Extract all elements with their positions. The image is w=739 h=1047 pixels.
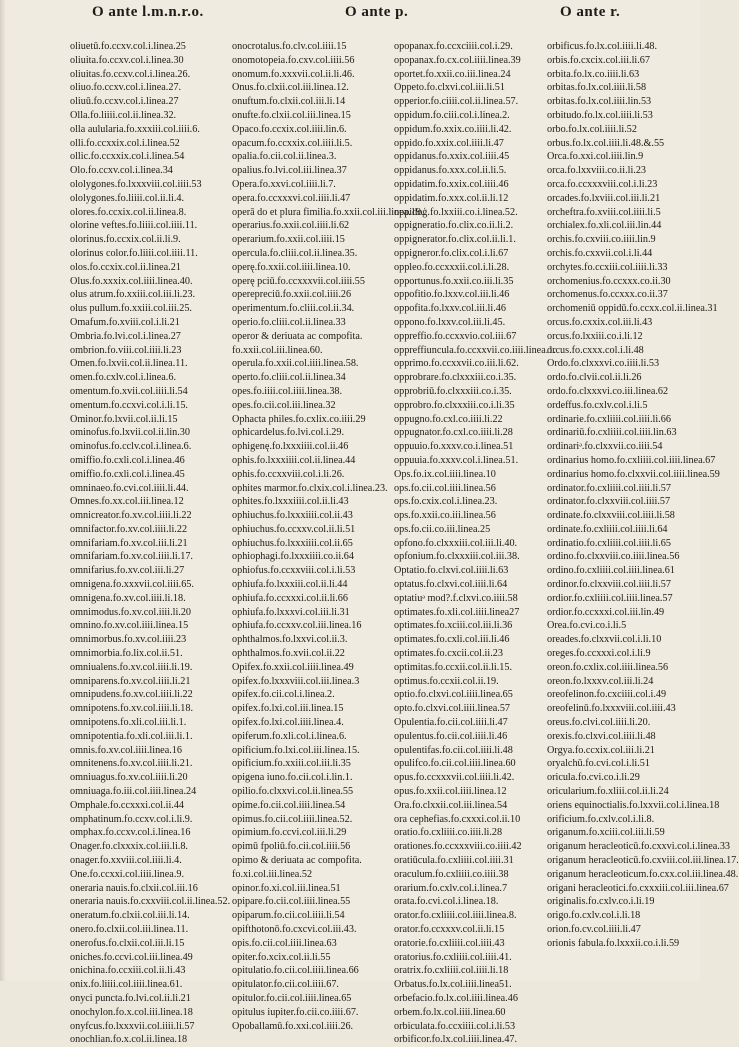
index-entry: opifthotonō.fo.cxcvi.col.iii.43. — [232, 924, 357, 935]
index-entry: ordinarius homo.fo.clxxvii.col.iiii.linea.59 — [547, 468, 720, 480]
index-entry: Orea.fo.cvi.co.i.li.5 — [547, 620, 627, 632]
index-entry: orchomenius.fo.ccxxx.co.ii.30 — [547, 275, 671, 287]
index-entry: Olo.fo.ccxv.col.i.linea.34 — [70, 165, 173, 177]
index-entry: Ophacta philes.fo.cxlix.co.iiii.29 — [232, 413, 366, 425]
index-entry: orificium.fo.cxlv.col.i.li.8. — [547, 813, 655, 825]
index-entry: onomotopeia.fo.cxv.col.iiii.56 — [232, 54, 355, 66]
index-entry: opalia.fo.cii.col.ii.linea.3. — [232, 151, 337, 163]
index-entry: ophis.fo.ccxxviii.col.i.li.26. — [232, 468, 345, 480]
index-entry: omnigena.fo.xxxvii.col.iiii.65. — [70, 579, 194, 591]
index-entry: opulifco.fo.cii.col.iiii.linea.60 — [394, 758, 516, 770]
index-entry: orbitas.fo.lx.col.iiii.li.58 — [547, 82, 647, 94]
index-entry: ophiufa.fo.ccxxxi.col.ii.li.66 — [232, 592, 348, 604]
index-entry: ophiufa.fo.lxxxiii.col.ii.li.44 — [232, 579, 348, 591]
index-entry: omnimorbia.fo.lix.col.ii.51. — [70, 648, 183, 660]
index-entry: opis.fo.cii.col.iiii.linea.63 — [232, 937, 337, 949]
index-entry: opificium.fo.xxiii.col.iii.li.35 — [232, 758, 351, 770]
index-entry: oppono.fo.lxxv.col.iii.li.45. — [394, 316, 506, 328]
index-entry: onomum.fo.xxxvii.col.ii.li.46. — [232, 68, 355, 80]
index-entry: oppuuia.fo.xxxv.col.i.linea.51. — [394, 454, 519, 466]
index-column-4 — [547, 40, 739, 951]
index-entry: oppleo.fo.ccxxxii.col.i.li.28. — [394, 261, 510, 273]
index-entry: onerofus.fo.clxii.col.iii.li.15 — [70, 937, 185, 949]
index-entry: ophis.fo.lxxxiiii.col.ii.linea.44 — [232, 454, 356, 466]
index-entry: opitulor.fo.cii.col.iiii.linea.65 — [232, 992, 352, 1004]
index-entry: oreon.fo.cxlix.col.iiii.linea.56 — [547, 661, 669, 673]
index-entry: oppidanus.fo.xxx.col.ii.li.5. — [394, 165, 507, 177]
index-entry: oliuū.fo.ccxv.col.i.linea.27 — [70, 96, 179, 108]
index-entry: orchomeniū oppidū.fo.ccxx.col.ii.linea.31 — [547, 303, 718, 315]
index-entry: oppigneratio.fo.clix.co.ii.li.2. — [394, 220, 514, 232]
index-entry: Onus.fo.clxii.col.iii.linea.12. — [232, 82, 349, 94]
index-entry: opes.fo.cii.col.iii.linea.32 — [232, 399, 336, 411]
index-entry: ololygones.fo.lxxxviii.col.iiii.53 — [70, 178, 202, 190]
index-entry: optimates.fo.xli.col.iiii.linea27 — [394, 606, 520, 618]
index-entry: opalius.fo.lvi.col.iii.linea.37 — [232, 165, 347, 177]
index-entry: omiffio.fo.cxli.col.i.linea.45 — [70, 468, 185, 480]
index-entry: orbem.fo.lx.col.iiii.linea.60 — [394, 1006, 506, 1018]
index-entry: oreades.fo.clxxvii.col.i.li.10 — [547, 634, 662, 646]
index-entry: orchialex.fo.xli.col.iii.lin.44 — [547, 220, 662, 232]
index-entry: orbificus.fo.lx.col.iiii.li.48. — [547, 41, 658, 52]
index-entry: omnipotentia.fo.xli.col.iii.li.1. — [70, 730, 193, 742]
index-entry: optatiuᵊ mod?.f.clxvi.co.iiii.58 — [394, 592, 518, 604]
index-entry: Ora.fo.clxxii.col.iii.linea.54 — [394, 799, 508, 811]
index-entry: ophiufa.fo.ccxxv.col.iii.linea.16 — [232, 620, 362, 632]
index-entry: omentum.fo.ccxvi.col.i.li.15. — [70, 399, 188, 411]
index-entry: opes.fo.iiii.col.iiii.linea.38. — [232, 385, 343, 397]
index-entry: omnigena.fo.xv.col.iiii.li.18. — [70, 592, 186, 604]
index-entry: omnifarius.fo.xv.col.iii.li.27 — [70, 565, 185, 577]
index-entry: orbo.fo.lx.col.iiii.li.52 — [547, 123, 637, 135]
index-entry: ololygones.fo.liiii.col.ii.li.4. — [70, 192, 185, 204]
index-entry: omnifactor.fo.xv.col.iiii.li.22 — [70, 523, 188, 535]
index-entry: oreon.fo.lxxxv.col.iii.li.24 — [547, 675, 654, 687]
index-entry: Opoballamū.fo.xxi.col.iiii.26. — [232, 1020, 354, 1032]
index-entry: oratiūcula.fo.cxliiii.col.iiii.31 — [394, 855, 514, 867]
index-entry: omniparens.fo.xv.col.iiii.li.21 — [70, 675, 191, 687]
index-entry: olorinus color.fo.liiii.col.iiii.11. — [70, 247, 198, 259]
index-entry: oricularium.fo.xliii.col.ii.li.24 — [547, 786, 669, 798]
index-entry: ophites marmor.fo.clxix.col.i.linea.23. — [232, 482, 388, 494]
index-entry: ombrion.fo.viii.col.iiii.li.23 — [70, 344, 182, 356]
index-entry: olli.fo.ccxxix.col.i.linea.52 — [70, 137, 180, 149]
index-entry: oppofitio.fo.lxxv.col.iii.li.46 — [394, 289, 510, 301]
index-entry: opimus.fo.cii.col.iiii.linea.52. — [232, 813, 353, 825]
index-entry: ollic.fo.ccxxix.col.i.linea.54 — [70, 151, 185, 163]
index-entry: optimates.fo.cxcii.col.ii.23 — [394, 648, 503, 660]
index-entry: oppigneror.fo.clix.col.i.li.67 — [394, 247, 509, 259]
index-entry: orca.fo.lxxviii.co.ii.li.23 — [547, 165, 647, 177]
index-entry: opopanax.fo.ccxciiii.col.i.29. — [394, 41, 513, 52]
index-entry: opacum.fo.ccxxix.col.iiii.li.5. — [232, 137, 353, 149]
index-entry: orchis.fo.cxviii.co.iiii.lin.9 — [547, 234, 656, 246]
index-entry: Ops.fo.ix.col.iiii.linea.10 — [394, 468, 496, 480]
index-entry: Ombria.fo.lvi.col.i.linea.27 — [70, 330, 181, 342]
index-entry: ora cephefias.fo.cxxxi.col.ii.10 — [394, 813, 521, 825]
index-entry: olorinus.fo.ccxix.col.ii.li.9. — [70, 234, 181, 246]
index-entry: omniualens.fo.xv.col.iiii.li.19. — [70, 661, 193, 673]
index-entry: olores.fo.ccxix.col.ii.linea.8. — [70, 206, 187, 218]
index-entry: fo.xi.col.iii.linea.52 — [232, 868, 313, 880]
index-entry: orbis.fo.cxcix.col.iii.li.67 — [547, 54, 650, 66]
index-entry: orbus.fo.lx.col.iiii.li.48.&.55 — [547, 137, 665, 149]
index-entry: onager.fo.xxviii.col.iiii.li.4. — [70, 855, 182, 867]
index-entry: onix.fo.liiii.col.iiii.linea.61. — [70, 979, 183, 991]
index-entry: omnipotens.fo.xli.col.iii.li.1. — [70, 717, 187, 729]
index-entry: onyci puncta.fo.lvi.col.ii.li.21 — [70, 992, 191, 1004]
index-entry: operepreciū.fo.xxii.col.iiii.26 — [232, 289, 352, 301]
index-entry: ordinarie.fo.cxliiii.col.iiii.li.66 — [547, 413, 671, 425]
index-entry: opinor.fo.xi.col.iii.linea.51 — [232, 882, 341, 894]
index-entry: Ominor.fo.lxvii.col.ii.li.15 — [70, 413, 178, 425]
index-entry: operio.fo.cliii.col.ii.linea.33 — [232, 316, 346, 328]
index-entry: Orgya.fo.ccxix.col.iii.li.21 — [547, 744, 655, 756]
index-entry: Ordo.fo.clxxxvi.co.iiii.li.53 — [547, 358, 660, 370]
index-entry: oppreffio.fo.ccxxvio.col.iii.67 — [394, 330, 517, 342]
index-entry: omphatinum.fo.ccxv.col.i.li.9. — [70, 813, 193, 825]
index-entry: ordo.fo.clvii.col.ii.li.26 — [547, 372, 642, 384]
index-entry: ophigenę.fo.lxxxiiii.col.ii.46 — [232, 441, 349, 453]
index-entry: Opera.fo.xxvi.col.iiii.li.7. — [232, 178, 336, 190]
index-entry: omentum.fo.xvii.col.iiii.li.54 — [70, 385, 188, 397]
index-entry: olorine veftes.fo.liiii.col.iiii.11. — [70, 220, 198, 232]
index-entry: onochylon.fo.x.col.iii.linea.18 — [70, 1006, 193, 1018]
index-entry: Olus.fo.xxxix.col.iiii.linea.40. — [70, 275, 193, 287]
index-entry: ordo.fo.clxxxvi.co.iii.linea.62 — [547, 385, 669, 397]
index-entry: onochlian.fo.x.col.ii.linea.18 — [70, 1034, 188, 1046]
index-entry: opifex.fo.lxi.col.iiii.linea.4. — [232, 717, 344, 729]
index-entry: Opifex.fo.xxii.col.iiii.linea.49 — [232, 661, 354, 673]
index-entry: opifex.fo.lxxxviii.col.iii.linea.3 — [232, 675, 360, 687]
index-entry: oneraria nauis.fo.cxxviii.col.ii.linea.52. — [70, 896, 231, 908]
index-entry: opimū fpoliū.fo.cii.col.iiii.56 — [232, 841, 351, 853]
index-entry: operę.fo.xxii.col.iiii.linea.10. — [232, 261, 351, 273]
index-entry: optatus.fo.clxvi.col.iiii.li.64 — [394, 579, 508, 591]
index-entry: opulentus.fo.cii.col.iiii.li.46 — [394, 730, 508, 742]
index-column-1 — [70, 40, 230, 1047]
index-entry: olla aulularia.fo.xxxiii.col.iiii.6. — [70, 123, 200, 135]
index-entry: ordior.fo.cxliiii.col.iiii.linea.57 — [547, 592, 673, 604]
index-entry: opiparum.fo.cii.col.iiii.li.54 — [232, 910, 345, 922]
index-entry: oraculum.fo.cxliiii.co.iiii.38 — [394, 868, 509, 880]
index-entry: Oppeto.fo.clxvi.col.iii.li.51 — [394, 82, 505, 94]
index-entry: ominofus.fo.lxvii.col.ii.lin.30 — [70, 427, 190, 439]
index-entry: operimentum.fo.cliii.col.ii.34. — [232, 303, 355, 315]
index-entry: orexis.fo.clxvi.col.iiii.li.48 — [547, 730, 656, 742]
index-entry: orchytes.fo.ccxiii.col.iiii.li.33 — [547, 261, 668, 273]
index-entry: ordinator.fo.cxliiii.col.iiii.li.57 — [547, 482, 671, 494]
index-entry: opprobrare.fo.clxxxiii.co.i.35. — [394, 372, 517, 384]
index-entry: omnimodus.fo.xv.col.iiii.li.20 — [70, 606, 192, 618]
index-entry: ordino.fo.clxxviii.co.iiii.linea.56 — [547, 551, 680, 563]
index-entry: opitulator.fo.cii.col.iiii.67. — [232, 979, 339, 991]
index-entry: Omafum.fo.xviii.col.i.li.21 — [70, 316, 180, 328]
index-entry: opiter.fo.xcix.col.ii.li.55 — [232, 951, 331, 963]
index-entry: origanum.fo.xciii.col.iii.li.59 — [547, 827, 665, 839]
index-entry: ophicardelus.fo.lvi.col.i.29. — [232, 427, 345, 439]
index-entry: opus.fo.ccxxxvii.col.iiii.li.42. — [394, 772, 515, 784]
index-entry: ophiuchus.fo.lxxxiiii.col.ii.65 — [232, 537, 353, 549]
index-entry: optimates.fo.cxli.col.iii.li.46 — [394, 634, 510, 646]
index-entry: ophiofus.fo.ccxxviii.col.i.li.53 — [232, 565, 356, 577]
index-entry: oricula.fo.cvi.co.i.li.29 — [547, 772, 640, 784]
index-entry: oppidanus.fo.xxix.col.iiii.45 — [394, 151, 510, 163]
index-entry: omnimorbus.fo.xv.col.iiii.23 — [70, 634, 187, 646]
index-entry: olus pullum.fo.xxiii.col.iii.25. — [70, 303, 192, 315]
index-entry: oppreffiuncula.fo.ccxxvii.co.iiii.linea.1. — [394, 344, 556, 356]
index-entry: ops.fo.cxix.col.i.linea.23. — [394, 496, 498, 508]
index-entry: Olla.fo.liiii.col.ii.linea.32. — [70, 109, 177, 121]
index-entry: opulentifas.fo.cii.col.iiii.li.48 — [394, 744, 513, 756]
index-entry: oratio.fo.cxliiii.co.iiii.li.28 — [394, 827, 503, 839]
index-entry: opus.fo.xxii.col.iiii.linea.12 — [394, 786, 507, 798]
index-entry: operā do et plura fimilia.fo.xxii.col.iii.linea.19. — [232, 206, 424, 218]
index-entry: opfono.fo.clxxxiii.col.iii.li.40. — [394, 537, 518, 549]
index-entry: oppignerator.fo.clix.col.ii.li.1. — [394, 234, 516, 246]
index-entry: orchis.fo.cxxvii.col.i.li.44 — [547, 247, 653, 259]
index-entry: optimates.fo.xciii.col.iii.li.36 — [394, 620, 513, 632]
index-entry: onuftum.fo.clxii.col.iii.li.14 — [232, 96, 346, 108]
index-entry: oratorius.fo.cxliiii.col.iiii.41. — [394, 951, 512, 963]
index-entry: oppidum.fo.xxix.co.iiii.li.42. — [394, 123, 512, 135]
index-entry: orarium.fo.cxlv.col.i.linea.7 — [394, 882, 508, 894]
index-entry: oppido.fo.xxix.col.iiii.li.47 — [394, 137, 504, 149]
index-entry: oneratum.fo.clxii.col.iii.li.14. — [70, 910, 190, 922]
index-entry: origo.fo.cxlv.col.i.li.18 — [547, 910, 641, 922]
index-entry: Opulentia.fo.cii.col.iiii.li.47 — [394, 717, 508, 729]
index-entry: orator.fo.ccxxxv.col.ii.li.15 — [394, 924, 505, 935]
index-entry: orcus.fo.cxxx.col.i.li.48 — [547, 344, 644, 356]
index-entry: ordinarius homo.fo.cxliiii.col.iiii.linea.67 — [547, 454, 716, 466]
index-entry: optimus.fo.ccxii.col.ii.19. — [394, 675, 499, 687]
index-entry: opilio.fo.clxxvi.col.ii.linea.55 — [232, 786, 354, 798]
index-entry: opifex.fo.lxi.col.iii.linea.15 — [232, 703, 344, 715]
index-entry: ominofus.fo.cclv.col.i.linea.6. — [70, 441, 192, 453]
index-entry: oreus.fo.clvi.col.iiii.li.20. — [547, 717, 651, 729]
index-entry: ophiuchus.fo.ccxxv.col.ii.li.51 — [232, 523, 356, 535]
index-entry: opime.fo.cii.col.iiii.linea.54 — [232, 799, 346, 811]
index-entry: orationes.fo.ccxxxviii.co.iiii.42 — [394, 841, 522, 853]
index-entry: oneraria nauis.fo.clxii.col.iii.16 — [70, 882, 198, 894]
index-entry: orcheftra.fo.xviii.col.iiii.li.5 — [547, 206, 661, 218]
index-entry: oriens equinoctialis.fo.lxxvii.col.i.linea.18 — [547, 799, 720, 811]
index-entry: oppidatim.fo.xxx.col.ii.li.12 — [394, 192, 509, 204]
index-column-3 — [394, 40, 556, 1047]
index-entry: origanum heracleoticū.fo.cxxvi.col.i.linea.33 — [547, 841, 731, 853]
index-entry: operę pciū.fo.ccxxxvii.col.iiii.55 — [232, 275, 365, 287]
index-entry: operor & deriuata ac compofita. — [232, 330, 363, 342]
index-entry: ordeffus.fo.cxlv.col.i.li.5 — [547, 399, 648, 411]
index-entry: Onager.fo.clxxxix.col.iii.li.8. — [70, 841, 188, 853]
index-entry: omniuaga.fo.iii.col.iiii.linea.24 — [70, 786, 197, 798]
index-entry: ordinate.fo.cxliiii.col.iiii.li.64 — [547, 523, 668, 535]
index-entry: originalis.fo.cxlv.co.i.li.19 — [547, 896, 655, 908]
index-entry: oliuo.fo.ccxv.col.i.linea.27. — [70, 82, 182, 94]
index-entry: omnitenens.fo.xv.col.iiii.li.21. — [70, 758, 193, 770]
index-entry: onocrotalus.fo.clv.col.iiii.15 — [232, 41, 347, 52]
index-entry: omnifariam.fo.xv.col.iiii.li.17. — [70, 551, 193, 563]
index-entry: opitulus iupiter.fo.cii.co.iiii.67. — [232, 1006, 359, 1018]
index-entry: opprobriū.fo.clxxxiii.co.i.35. — [394, 385, 512, 397]
running-head-right: O ante r. — [560, 4, 621, 20]
index-entry: ordinariū.fo.cxliiii.col.iiii.lin.63 — [547, 427, 677, 439]
index-entry: omnipudens.fo.xv.col.iiii.li.22 — [70, 689, 193, 701]
index-entry: orbitas.fo.lx.col.iiii.lin.53 — [547, 96, 652, 108]
index-entry: opfonium.fo.clxxxiii.col.iii.38. — [394, 551, 520, 563]
index-entry: oreofelinū.fo.lxxxviii.col.iiii.43 — [547, 703, 676, 715]
index-entry: omphax.fo.ccxv.col.i.linea.16 — [70, 827, 191, 839]
index-entry: ordior.fo.ccxxxi.col.iii.lin.49 — [547, 606, 665, 618]
index-entry: opimium.fo.ccvi.col.iii.li.29 — [232, 827, 347, 839]
index-entry: orator.fo.cxliiii.col.iiii.linea.8. — [394, 910, 517, 922]
index-entry: omiffio.fo.cxli.col.i.linea.46 — [70, 454, 185, 466]
index-entry: omnicreator.fo.xv.col.iiii.li.22 — [70, 510, 192, 522]
index-entry: ops.fo.cii.col.iiii.linea.56 — [394, 482, 496, 494]
index-entry: orcus.fo.lxxiii.co.i.li.12 — [547, 330, 643, 342]
index-entry: opprimo.fo.ccxxvii.co.iii.li.62. — [394, 358, 519, 370]
index-entry: optimitas.fo.ccxii.col.ii.li.15. — [394, 661, 512, 673]
index-entry: orion.fo.cv.col.iiii.li.47 — [547, 924, 641, 935]
index-entry: operarius.fo.xxii.col.iiii.li.62 — [232, 220, 350, 232]
index-entry: onufte.fo.clxii.col.iii.linea.15 — [232, 109, 351, 121]
index-entry: omnis.fo.xv.col.iiii.linea.16 — [70, 744, 182, 756]
index-entry: ops.fo.xxii.co.iii.linea.56 — [394, 510, 496, 522]
index-entry: ordinatio.fo.cxliiii.col.iiii.li.65 — [547, 537, 671, 549]
index-entry: opimo & deriuata ac compofita. — [232, 855, 362, 867]
index-entry: ordino.fo.cxliiii.col.iiii.linea.61 — [547, 565, 675, 577]
index-entry: oreofelinon.fo.cxciiii.col.i.49 — [547, 689, 667, 701]
index-entry: Omphale.fo.ccxxxi.col.ii.44 — [70, 799, 185, 811]
index-entry: oreges.fo.ccxxxi.col.i.li.9 — [547, 648, 651, 660]
index-column-2 — [232, 40, 424, 1033]
index-entry: orcus.fo.cxxix.col.iii.li.43 — [547, 316, 653, 328]
index-entry: onyfcus.fo.lxxxvii.col.iiii.li.57 — [70, 1020, 195, 1032]
index-entry: orbefacio.fo.lx.col.iiii.linea.46 — [394, 992, 518, 1004]
index-entry: opperior.fo.ciiii.col.ii.linea.57. — [394, 96, 519, 108]
index-entry: omnipotens.fo.xv.col.iiii.li.18. — [70, 703, 193, 715]
index-entry: orcades.fo.lxviii.col.iii.li.21 — [547, 192, 661, 204]
index-entry: onero.fo.clxii.col.iii.linea.11. — [70, 924, 189, 935]
index-entry: oryalchū.fo.cvi.col.i.li.51 — [547, 758, 650, 770]
index-entry: Optatio.fo.clxvi.col.iiii.li.63 — [394, 565, 509, 577]
index-entry: oratrix.fo.cxliiii.col.iiii.li.18 — [394, 965, 509, 977]
index-entry: omen.fo.cxlv.col.i.linea.6. — [70, 372, 176, 384]
index-entry: ophiufa.fo.lxxxvi.col.iii.li.31 — [232, 606, 350, 618]
index-entry: orata.fo.cvi.col.i.linea.18. — [394, 896, 499, 908]
index-entry: oppidatim.fo.xxix.col.iiii.46 — [394, 178, 509, 190]
index-entry: oppidum.fo.ciii.col.i.linea.2. — [394, 109, 510, 121]
index-entry: orchomenus.fo.ccxxx.co.ii.37 — [547, 289, 668, 301]
index-entry: orbitudo.fo.lx.col.iiii.li.53 — [547, 109, 653, 121]
index-entry: ordinate.fo.clxxviii.col.iiii.li.58 — [547, 510, 675, 522]
index-entry: orbiculata.fo.ccxiiii.col.i.li.53 — [394, 1020, 516, 1032]
index-entry: orbita.fo.lx.co.iiii.li.63 — [547, 68, 640, 80]
index-entry: Opaco.fo.ccxix.col.iiii.lin.6. — [232, 123, 347, 135]
index-entry: opigena iuno.fo.cii.col.i.lin.1. — [232, 772, 353, 784]
index-entry: operto.fo.cliii.col.ii.linea.34 — [232, 372, 346, 384]
index-entry: opopanax.fo.cx.col.iiii.linea.39 — [394, 54, 521, 66]
index-entry: oratorie.fo.cxliiii.col.iiii.43 — [394, 937, 505, 949]
index-entry: ophiuchus.fo.lxxxiiii.col.ii.43 — [232, 510, 353, 522]
index-entry: opprobro.fo.clxxxiii.co.i.li.35 — [394, 399, 515, 411]
index-entry: opifex.fo.cii.col.i.linea.2. — [232, 689, 335, 701]
index-entry: Omen.fo.lxvii.col.ii.linea.11. — [70, 358, 188, 370]
running-head-center: O ante p. — [345, 4, 409, 20]
index-entry: oppugno.fo.cxl.co.iiii.li.22 — [394, 413, 503, 425]
index-entry: onichina.fo.ccxiii.col.ii.li.43 — [70, 965, 186, 977]
index-entry: opportunus.fo.xxii.co.iii.li.35 — [394, 275, 514, 287]
index-entry: ophiophagi.fo.lxxxiiii.co.ii.64 — [232, 551, 354, 563]
index-entry: orbificor.fo.lx.col.iiii.linea.47. — [394, 1034, 518, 1046]
binding-gutter — [0, 0, 6, 981]
index-entry: opipare.fo.cii.col.iiii.linea.55 — [232, 896, 351, 908]
index-entry: opificium.fo.lxi.col.iii.linea.15. — [232, 744, 360, 756]
index-entry: oportet.fo.xxii.co.iii.linea.24 — [394, 68, 511, 80]
index-entry: opitulatio.fo.cii.col.iiii.linea.66 — [232, 965, 359, 977]
index-entry: ops.fo.cii.co.iii.linea.25 — [394, 523, 491, 535]
index-entry: omninaeo.fo.cvi.col.iiii.li.44. — [70, 482, 189, 494]
index-entry: fo.xxii.col.iii.linea.60. — [232, 344, 323, 356]
index-entry: oppugnator.fo.cxl.co.iiii.li.28 — [394, 427, 513, 439]
index-entry: Omnes.fo.xx.col.iii.linea.12 — [70, 496, 184, 508]
index-entry: omnino.fo.xv.col.iiii.linea.15 — [70, 620, 189, 632]
index-entry: oliuita.fo.ccxv.col.i.linea.30 — [70, 54, 184, 66]
index-entry: oppidoģ.fo.lxxiii.co.i.linea.52. — [394, 206, 518, 218]
index-entry: ophites.fo.lxxxiiii.col.ii.li.43 — [232, 496, 349, 508]
index-entry: oniches.fo.ccvi.col.iii.linea.49 — [70, 951, 193, 963]
index-entry: One.fo.ccxxi.col.iiii.linea.9. — [70, 868, 185, 880]
index-entry: origanum heracleoticū.fo.cxviii.col.iii.linea.17. — [547, 855, 739, 867]
index-entry: opiferum.fo.xli.col.i.linea.6. — [232, 730, 347, 742]
index-entry: ordinator.fo.clxxviii.col.iiii.57 — [547, 496, 671, 508]
index-entry: orca.fo.ccxxxviii.col.i.li.23 — [547, 178, 658, 190]
index-entry: opto.fo.clxvi.col.iiii.linea.57 — [394, 703, 511, 715]
running-head-left: O ante l.m.n.r.o. — [92, 4, 204, 20]
index-entry: operula.fo.xxii.col.iiii.linea.58. — [232, 358, 359, 370]
index-entry: ophthalmos.fo.lxxvi.col.ii.3. — [232, 634, 348, 646]
index-entry: oppofita.fo.lxxv.col.iii.li.46 — [394, 303, 506, 315]
index-entry: optio.fo.clxvi.col.iiii.linea.65 — [394, 689, 513, 701]
index-entry: operarium.fo.xxii.col.iiii.15 — [232, 234, 345, 246]
index-entry: ophthalmos.fo.xvii.col.ii.22 — [232, 648, 345, 660]
index-entry: origanum heracleoticum.fo.cxx.col.iii.linea.48. — [547, 868, 739, 880]
index-entry: oliuitas.fo.ccxv.col.i.linea.26. — [70, 68, 191, 80]
index-entry: oliuetū.fo.ccxv.col.i.linea.25 — [70, 41, 186, 52]
index-entry: origani heracleotici.fo.cxxxiii.col.iii.linea.67 — [547, 882, 729, 894]
index-entry: opercula.fo.cliii.col.ii.linea.35. — [232, 247, 358, 259]
index-entry: orionis fabula.fo.lxxxii.co.i.li.59 — [547, 937, 680, 949]
index-entry: oppuuio.fo.xxxv.co.i.linea.51 — [394, 441, 514, 453]
index-entry: ordinariᵊ.fo.clxxvii.co.iiii.54 — [547, 441, 663, 453]
index-entry: Orbatus.fo.lx.col.iiii.linea51. — [394, 979, 512, 991]
index-entry: omnifariam.fo.xv.col.iii.li.21 — [70, 537, 188, 549]
index-entry: ordinor.fo.clxxviii.col.iiii.li.57 — [547, 579, 671, 591]
index-entry: olus atrum.fo.xxiii.col.iii.li.23. — [70, 289, 196, 301]
index-entry: olos.fo.ccxix.col.ii.linea.21 — [70, 261, 181, 273]
index-entry: omniuagus.fo.xv.col.iiii.li.20 — [70, 772, 188, 784]
index-entry: opera.fo.ccxxxvi.col.iiii.li.47 — [232, 192, 351, 204]
index-entry: Orca.fo.xxi.col.iiii.lin.9 — [547, 151, 644, 163]
